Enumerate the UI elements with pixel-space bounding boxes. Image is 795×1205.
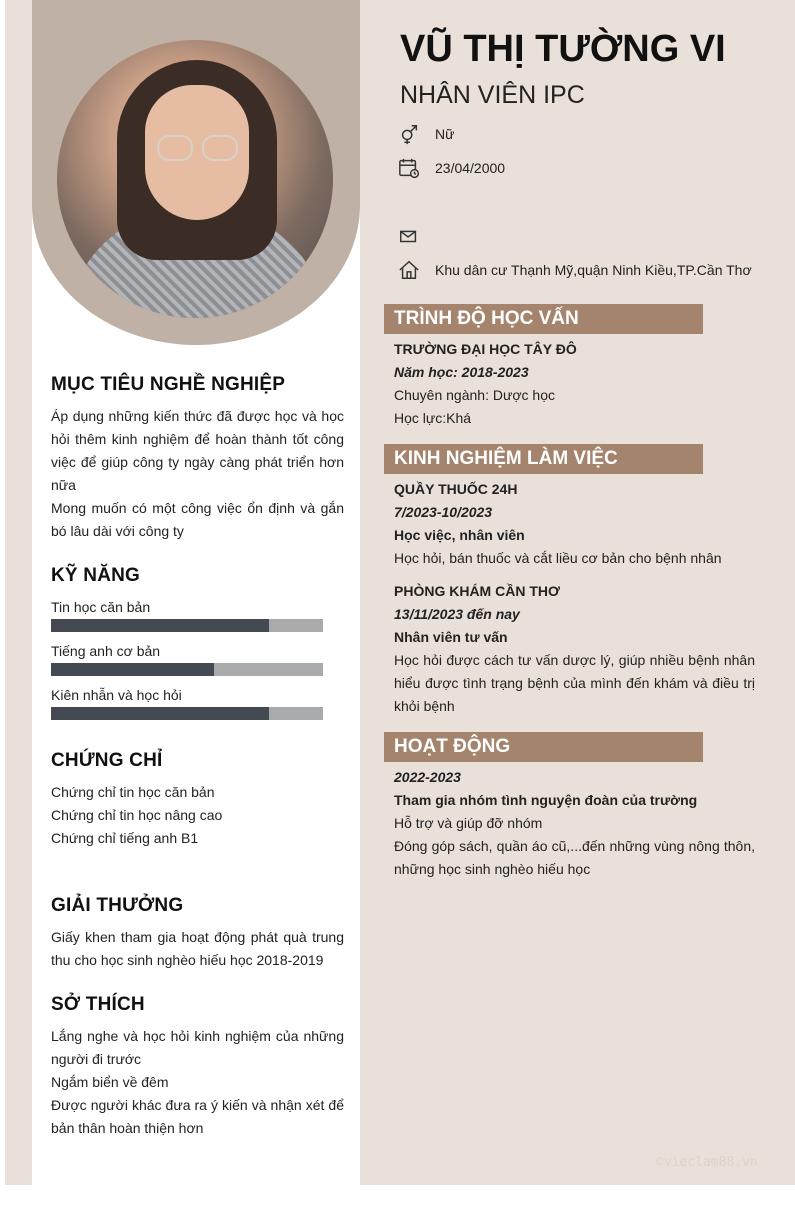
activity-line: Hỗ trợ và giúp đỡ nhóm: [394, 815, 543, 831]
job-desc: Học hỏi được cách tư vấn dược lý, giúp nhiều bệnh nhân hiểu được tình trạng bệnh của mình đến khám và điều trị khỏi bệnh: [394, 652, 755, 714]
skill-label: Tin học căn bản: [51, 599, 151, 615]
school-name: TRƯỜNG ĐẠI HỌC TÂY ĐÔ: [394, 341, 577, 357]
objective-title: MỤC TIÊU NGHỀ NGHIỆP: [51, 374, 286, 395]
hobby-item: Lắng nghe và học hỏi kinh nghiệm của những người đi trước: [51, 1028, 344, 1067]
activity-name: Tham gia nhóm tình nguyện đoàn của trường: [394, 792, 698, 808]
address-row: [398, 258, 752, 282]
hobby-item: Ngắm biển về đêm: [51, 1074, 169, 1090]
candidate-name: VŨ THỊ TƯỜNG VI: [400, 28, 726, 70]
objective-text-1: Áp dụng những kiến thức đã được học và học hỏi thêm kinh nghiệm để hoàn thành tốt công việc để giúp công ty ngày càng phát triển hơn nữa: [51, 408, 344, 493]
activity-line: Đóng góp sách, quần áo cũ,...đến những vùng nông thôn, những học sinh nghèo hiếu học: [394, 838, 755, 877]
home-icon: [398, 259, 420, 281]
objective-text-2: Mong muốn có một công việc ổn định và gắn bó lâu dài với công ty: [51, 500, 344, 539]
skill-bar: [51, 663, 323, 676]
awards-title: GIẢI THƯỞNG: [51, 895, 184, 916]
experience-band: KINH NGHIỆM LÀM VIỆC: [384, 444, 703, 474]
email-row: [398, 224, 420, 248]
gender-row: [398, 122, 455, 146]
mail-icon: [398, 225, 420, 247]
hobby-item: Được người khác đưa ra ý kiến và nhận xét để bản thân hoàn thiện hơn: [51, 1097, 344, 1136]
education-band: TRÌNH ĐỘ HỌC VẤN: [384, 304, 703, 334]
gender-value: Nữ: [435, 126, 455, 142]
watermark: ©vieclam88.vn: [656, 1155, 758, 1170]
gender-icon: [398, 123, 420, 145]
activity-period: 2022-2023: [394, 769, 461, 785]
certificate-item: Chứng chỉ tin học căn bản: [51, 784, 215, 800]
skill-label: Kiên nhẫn và học hỏi: [51, 687, 182, 703]
profile-photo: [57, 40, 333, 318]
certificate-item: Chứng chỉ tin học nâng cao: [51, 807, 223, 823]
activities-band: HOẠT ĐỘNG: [384, 732, 703, 762]
job-role: Nhân viên tư vấn: [394, 629, 508, 645]
school-grade: Học lực:Khá: [394, 410, 472, 426]
skill-label: Tiếng anh cơ bản: [51, 643, 161, 659]
job-period: 7/2023-10/2023: [394, 504, 493, 520]
skill-bar: [51, 619, 323, 632]
job-company: QUẦY THUỐC 24H: [394, 481, 518, 497]
address-value: Khu dân cư Thạnh Mỹ,quận Ninh Kiều,TP.Cần Thơ: [435, 262, 752, 278]
job-role: Học việc, nhân viên: [394, 527, 525, 543]
school-major: Chuyên ngành: Dược học: [394, 387, 555, 403]
awards-text: Giấy khen tham gia hoạt động phát quà trung thu cho học sinh nghèo hiếu học 2018-2019: [51, 929, 344, 968]
birthday-value: 23/04/2000: [435, 160, 506, 176]
certificates-title: CHỨNG CHỈ: [51, 750, 163, 771]
job-desc: Học hỏi, bán thuốc và cắt liều cơ bản cho bệnh nhân: [394, 550, 722, 566]
school-years: Năm học: 2018-2023: [394, 364, 529, 380]
calendar-icon: [398, 157, 420, 179]
skill-bar: [51, 707, 323, 720]
hobbies-title: SỞ THÍCH: [51, 994, 145, 1015]
skills-title: KỸ NĂNG: [51, 565, 141, 586]
job-company: PHÒNG KHÁM CẦN THƠ: [394, 583, 560, 599]
birthday-row: [398, 156, 506, 180]
certificate-item: Chứng chỉ tiếng anh B1: [51, 830, 199, 846]
job-period: 13/11/2023 đến nay: [394, 606, 520, 622]
job-title: NHÂN VIÊN IPC: [400, 81, 585, 109]
